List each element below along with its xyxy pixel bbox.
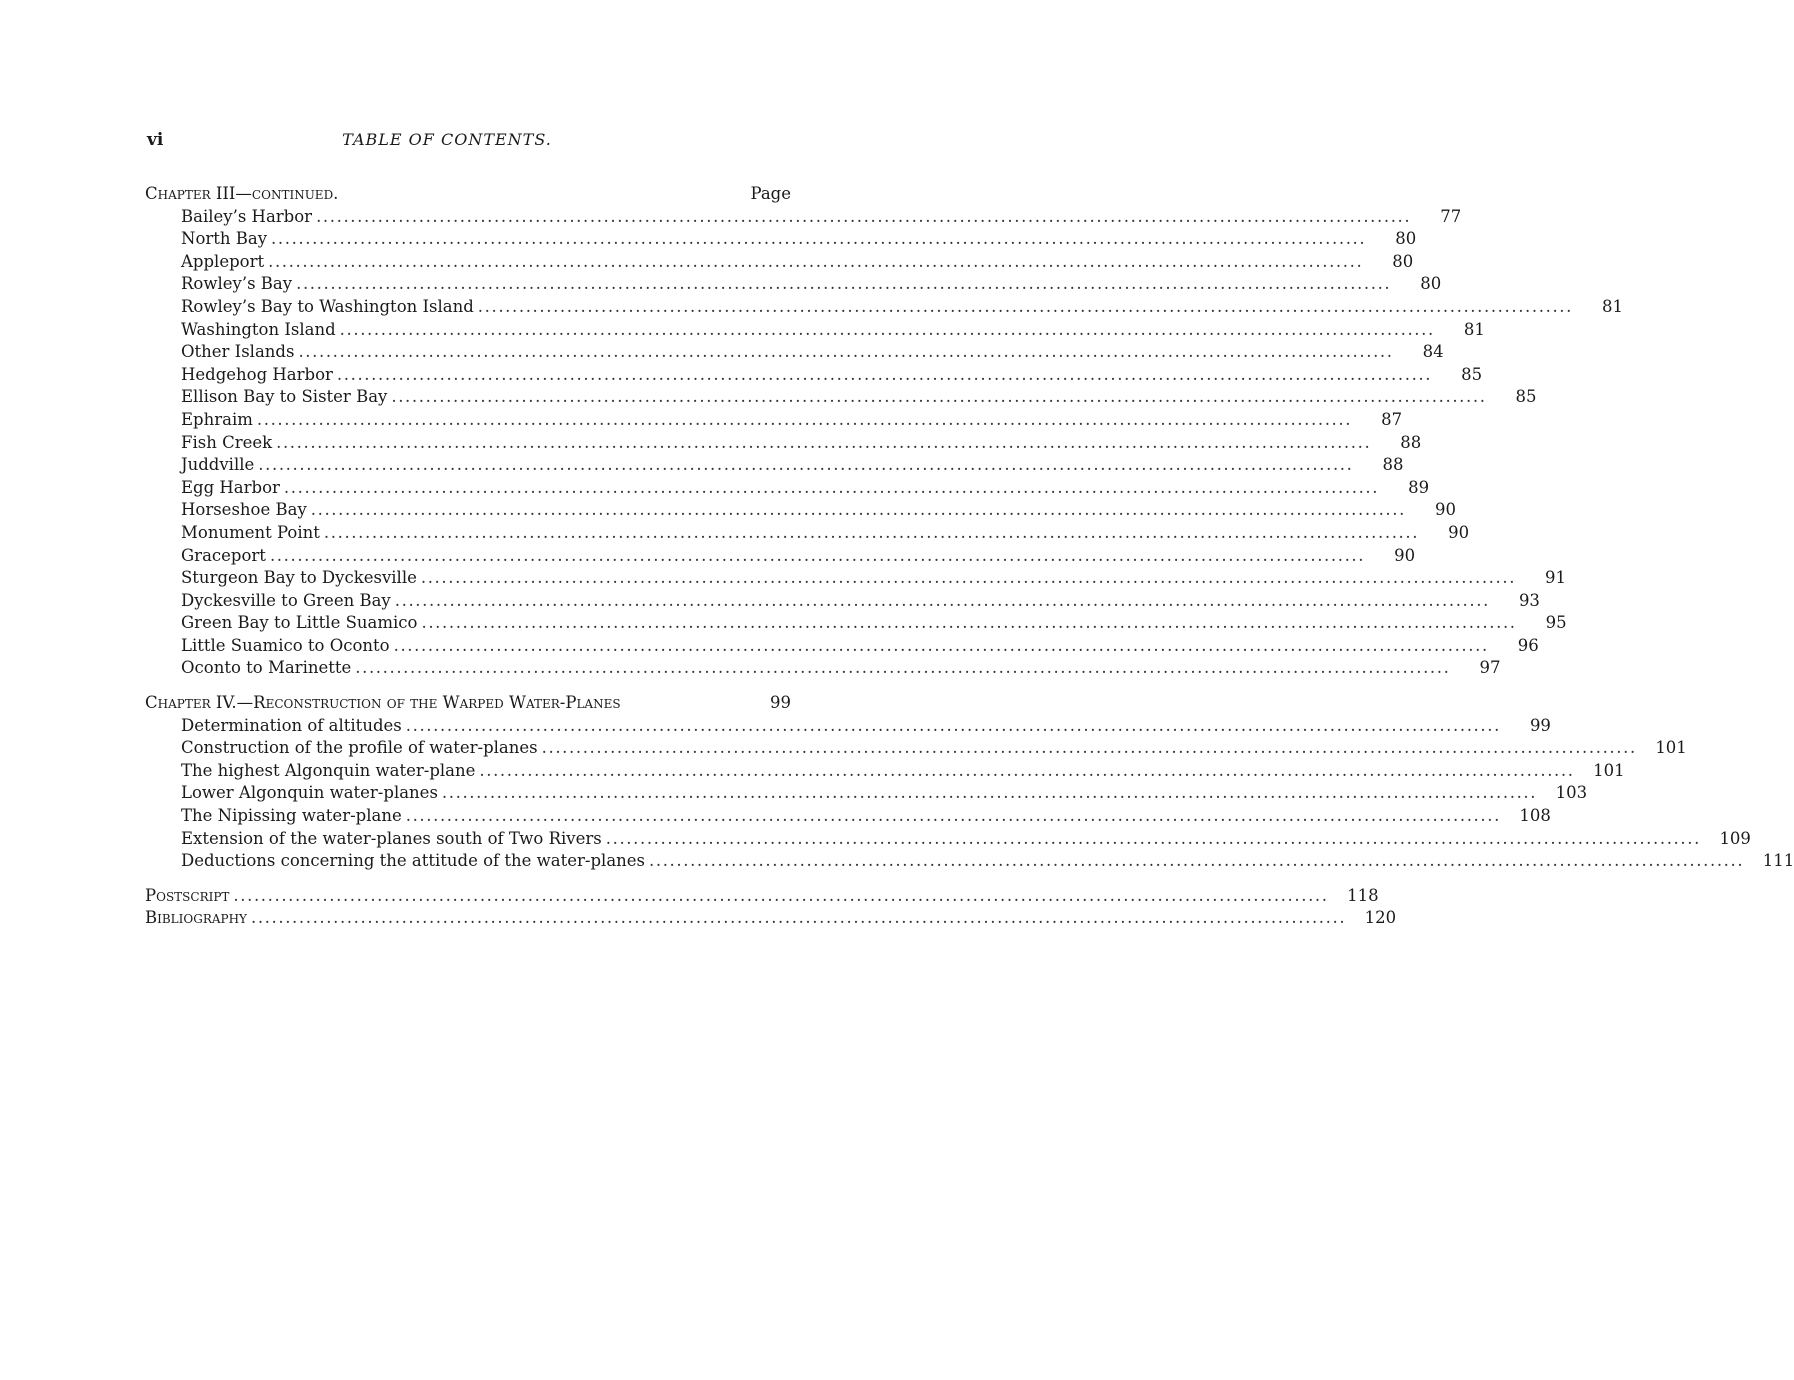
chapter-heading: [145, 183, 791, 206]
toc-entry: [145, 850, 1794, 873]
toc-entry: [145, 228, 1417, 251]
dot-leader: ................................................................................................................................................................: [355, 658, 1451, 678]
entry-title: Green Bay to Little Suamico: [181, 613, 418, 633]
toc-entry: [145, 499, 1456, 522]
toc-entry: [145, 477, 1430, 500]
dot-leader: ................................................................................................................................................................: [405, 806, 1501, 826]
dot-leader: ................................................................................................................................................................: [276, 432, 1372, 452]
toc-entry: [145, 612, 1567, 635]
page-number-cell: 85: [1461, 364, 1483, 384]
entry-title: Construction of the profile of water-planes: [181, 738, 538, 758]
dot-leader: ................................................................................................................................................................: [268, 251, 1364, 271]
page-number-cell: 80: [1395, 229, 1417, 249]
toc-entry: [145, 273, 1442, 296]
page-number-cell: 89: [1408, 477, 1430, 497]
page-number-cell: 93: [1518, 590, 1540, 610]
running-head: TABLE OF CONTENTS.: [342, 130, 552, 149]
page-number-cell: 95: [1545, 613, 1567, 633]
toc-entry: [145, 805, 1551, 828]
page-number-cell: 120: [1364, 908, 1397, 928]
page-number-cell: 81: [1601, 296, 1623, 316]
dot-leader: ................................................................................................................................................................: [477, 296, 1573, 316]
toc-entry: [145, 386, 1537, 409]
entry-title: Determination of altitudes: [181, 715, 402, 735]
entry-title: Deductions concerning the attitude of the water-planes: [181, 851, 646, 871]
chapter-heading: [145, 692, 791, 715]
dot-leader: ................................................................................................................................................................: [250, 908, 1347, 928]
dot-leader: ................................................................................................................................................................: [339, 319, 1435, 339]
entry-title: Ephraim: [181, 409, 253, 429]
entry-title: Horseshoe Bay: [181, 500, 307, 520]
page-number-cell: 90: [1434, 500, 1456, 520]
page-number-cell: 97: [1479, 658, 1501, 678]
page-number-cell: 77: [1440, 206, 1462, 226]
page-number-cell: 90: [1394, 545, 1416, 565]
dot-leader: ................................................................................................................................................................: [391, 387, 1487, 407]
entry-title: Bibliography: [145, 908, 247, 928]
page-number-cell: 101: [1593, 760, 1625, 780]
chapter-entry-list: [145, 206, 1623, 680]
page-number-cell: 118: [1347, 885, 1379, 905]
dot-leader: ................................................................................................................................................................: [649, 851, 1745, 871]
toc-entry: [145, 828, 1751, 851]
toc-entry: [145, 885, 1379, 908]
page-number-cell: 88: [1400, 432, 1422, 452]
toc-entry: [145, 590, 1540, 613]
toc-entry: [145, 319, 1485, 342]
entry-title: Other Islands: [181, 342, 295, 362]
toc-entry: [145, 296, 1623, 319]
dot-leader: ................................................................................................................................................................: [256, 409, 1353, 429]
toc-entry: [145, 545, 1416, 568]
entry-title: The Nipissing water-plane: [181, 806, 402, 826]
entry-title: Washington Island: [181, 319, 336, 339]
dot-leader: ................................................................................................................................................................: [420, 568, 1517, 588]
page-number-cell: 91: [1545, 568, 1567, 588]
page-number-cell: 111: [1762, 851, 1794, 871]
toc-entry: [145, 454, 1404, 477]
page-number-cell: 87: [1381, 409, 1403, 429]
entry-title: Lower Algonquin water-planes: [181, 783, 438, 803]
chapter-title: Chapter III—continued.: [145, 184, 339, 203]
entry-title: Appleport: [181, 251, 265, 271]
page-number-cell: 108: [1519, 806, 1551, 826]
entry-title: Juddville: [181, 455, 255, 475]
entry-title: Monument Point: [181, 522, 320, 542]
entry-title: Bailey’s Harbor: [181, 206, 313, 226]
page-number-cell: 80: [1392, 251, 1414, 271]
entry-title: Egg Harbor: [181, 477, 280, 497]
chapter-entry-list: [145, 715, 1794, 873]
dot-leader: ................................................................................................................................................................: [269, 545, 1366, 565]
dot-leader: ................................................................................................................................................................: [283, 477, 1380, 497]
page-number-cell: 99: [770, 693, 791, 713]
dot-leader: ................................................................................................................................................................: [271, 229, 1367, 249]
back-matter-list: [145, 885, 1397, 930]
entry-title: North Bay: [181, 229, 268, 249]
toc-entry: [145, 251, 1414, 274]
dot-leader: ................................................................................................................................................................: [258, 455, 1354, 475]
dot-leader: ................................................................................................................................................................: [394, 590, 1490, 610]
toc-entry: [145, 715, 1551, 738]
entry-title: Rowley’s Bay: [181, 274, 293, 294]
toc-entry: [145, 567, 1567, 590]
dot-leader: ................................................................................................................................................................: [405, 715, 1501, 735]
dot-leader: ................................................................................................................................................................: [441, 783, 1538, 803]
toc-entry: [145, 782, 1588, 805]
entry-title: Oconto to Marinette: [181, 658, 352, 678]
toc-entry: [145, 635, 1539, 658]
toc-entry: [145, 432, 1422, 455]
dot-leader: ................................................................................................................................................................: [393, 635, 1489, 655]
entry-title: Postscript: [145, 885, 230, 905]
dot-leader: ................................................................................................................................................................: [605, 828, 1701, 848]
dot-leader: ................................................................................................................................................................: [479, 760, 1575, 780]
toc-entry: [145, 364, 1483, 387]
page-number-cell: 80: [1420, 274, 1442, 294]
entry-title: Little Suamico to Oconto: [181, 635, 390, 655]
entry-title: The highest Algonquin water-plane: [181, 760, 476, 780]
page-number-cell: 81: [1463, 319, 1485, 339]
page-number-cell: 90: [1448, 522, 1470, 542]
page-number-cell: 101: [1655, 738, 1687, 758]
toc-entry: [145, 657, 1501, 680]
toc-entry: [145, 409, 1403, 432]
toc-entry: [145, 522, 1470, 545]
toc-entry: [145, 206, 1462, 229]
dot-leader: ................................................................................................................................................................: [336, 364, 1433, 384]
entry-title: Hedgehog Harbor: [181, 364, 333, 384]
dot-leader: ................................................................................................................................................................: [296, 274, 1392, 294]
page-number-cell: 109: [1719, 828, 1751, 848]
toc-entry: [145, 341, 1444, 364]
page-number-cell: 85: [1515, 387, 1537, 407]
entry-title: Rowley’s Bay to Washington Island: [181, 296, 474, 316]
dot-leader: ................................................................................................................................................................: [310, 500, 1406, 520]
entry-title: Extension of the water-planes south of Two Rivers: [181, 828, 602, 848]
page-number: vi: [147, 130, 164, 150]
page-number-cell: 96: [1517, 635, 1539, 655]
toc-entry: [145, 760, 1625, 783]
dot-leader: ................................................................................................................................................................: [316, 206, 1412, 226]
entry-title: Graceport: [181, 545, 266, 565]
toc-entry: [145, 907, 1397, 930]
dot-leader: ................................................................................................................................................................: [421, 613, 1517, 633]
entry-title: Dyckesville to Green Bay: [181, 590, 391, 610]
page-number-cell: 103: [1555, 783, 1588, 803]
page-column-heading: Page: [750, 184, 791, 203]
entry-title: Fish Creek: [181, 432, 273, 452]
page-number-cell: 99: [1529, 715, 1551, 735]
entry-title: Sturgeon Bay to Dyckesville: [181, 568, 417, 588]
page-number-cell: 88: [1382, 455, 1404, 475]
table-of-contents: [145, 183, 1794, 930]
dot-leader: ................................................................................................................................................................: [541, 738, 1637, 758]
dot-leader: ................................................................................................................................................................: [233, 885, 1329, 905]
entry-title: Ellison Bay to Sister Bay: [181, 387, 388, 407]
toc-entry: [145, 737, 1687, 760]
dot-leader: ................................................................................................................................................................: [298, 342, 1394, 362]
dot-leader: ................................................................................................................................................................: [323, 522, 1420, 542]
page-number-cell: 84: [1422, 342, 1444, 362]
chapter-title: Chapter IV.—Reconstruction of the Warped Water-Planes: [145, 693, 621, 713]
